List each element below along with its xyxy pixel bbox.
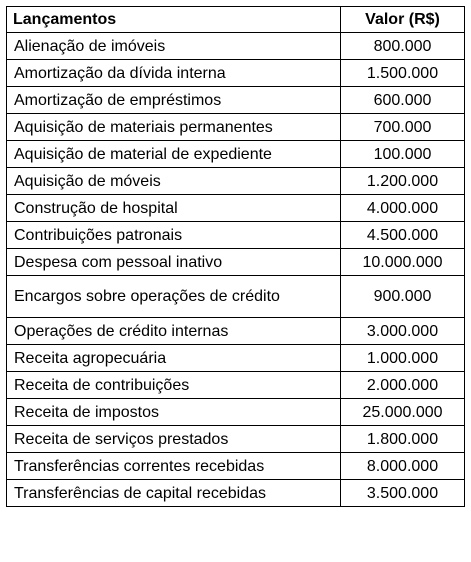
table-row: [7, 345, 465, 372]
row-value: 100.000: [341, 141, 465, 168]
row-label: Amortização da dívida interna: [7, 60, 341, 87]
row-label: Receita de contribuições: [7, 372, 341, 399]
table-row: [7, 195, 465, 222]
table-row: [7, 249, 465, 276]
row-value: 4.500.000: [341, 222, 465, 249]
table-row: [7, 114, 465, 141]
row-value: 1.000.000: [341, 345, 465, 372]
table-row: [7, 168, 465, 195]
table-header-row: [7, 7, 465, 33]
row-value: 2.000.000: [341, 372, 465, 399]
table-row: [7, 372, 465, 399]
table-row: [7, 453, 465, 480]
header-lancamentos: Lançamentos: [7, 7, 341, 33]
row-label: Transferências correntes recebidas: [7, 453, 341, 480]
table-row: [7, 60, 465, 87]
table-row: [7, 426, 465, 453]
row-label: Operações de crédito internas: [7, 318, 341, 345]
row-label: Aquisição de materiais permanentes: [7, 114, 341, 141]
row-value: 1.800.000: [341, 426, 465, 453]
table-row: [7, 399, 465, 426]
row-label: Despesa com pessoal inativo: [7, 249, 341, 276]
row-label: Transferências de capital recebidas: [7, 480, 341, 507]
lancamentos-table: [6, 6, 465, 507]
row-label: Receita de impostos: [7, 399, 341, 426]
row-label: Receita agropecuária: [7, 345, 341, 372]
row-label: Receita de serviços prestados: [7, 426, 341, 453]
table-row: [7, 480, 465, 507]
row-value: 3.500.000: [341, 480, 465, 507]
table-row: [7, 141, 465, 168]
row-label: Aquisição de material de expediente: [7, 141, 341, 168]
row-label: Amortização de empréstimos: [7, 87, 341, 114]
row-value: 600.000: [341, 87, 465, 114]
row-value: 3.000.000: [341, 318, 465, 345]
row-value: 1.200.000: [341, 168, 465, 195]
row-value: 10.000.000: [341, 249, 465, 276]
row-value: 8.000.000: [341, 453, 465, 480]
table-row: [7, 318, 465, 345]
row-label: Construção de hospital: [7, 195, 341, 222]
row-value: 25.000.000: [341, 399, 465, 426]
row-label: Encargos sobre operações de crédito: [7, 276, 341, 318]
table-row: [7, 87, 465, 114]
row-label: Alienação de imóveis: [7, 33, 341, 60]
row-value: 1.500.000: [341, 60, 465, 87]
header-valor: Valor (R$): [341, 7, 465, 33]
row-value: 800.000: [341, 33, 465, 60]
row-label: Contribuições patronais: [7, 222, 341, 249]
table-row: [7, 222, 465, 249]
row-label: Aquisição de móveis: [7, 168, 341, 195]
row-value: 4.000.000: [341, 195, 465, 222]
table-row: [7, 276, 465, 318]
table-row: [7, 33, 465, 60]
lancamentos-table-container: [6, 6, 465, 507]
row-value: 700.000: [341, 114, 465, 141]
row-value: 900.000: [341, 276, 465, 318]
